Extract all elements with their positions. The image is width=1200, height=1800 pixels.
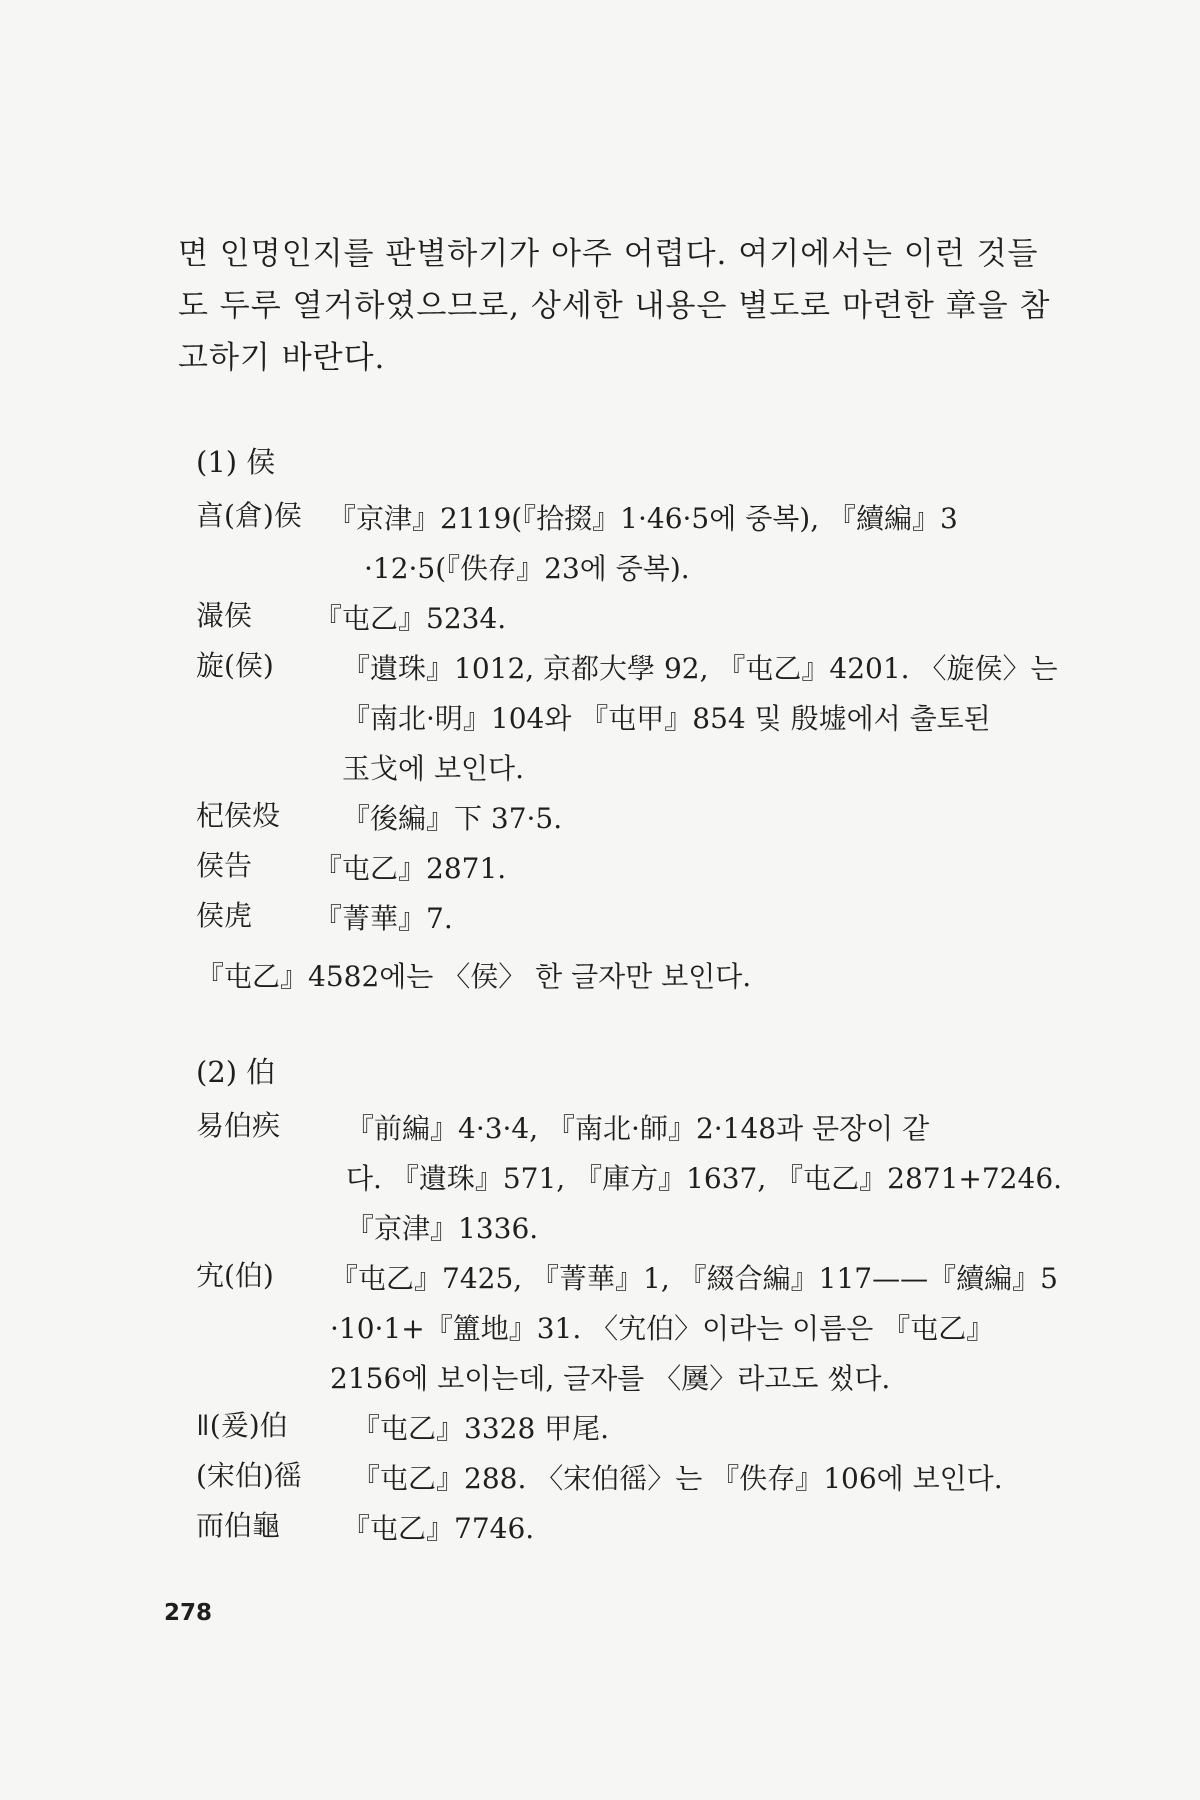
desc-line: 『屯乙』7425, 『菁華』1, 『綴合編』117——『續編』5 — [330, 1262, 1058, 1295]
entry-desc — [342, 794, 562, 844]
entry-desc — [330, 1254, 1058, 1404]
intro-paragraph — [178, 228, 1051, 384]
entry-term: (宋伯)徭 — [196, 1459, 302, 1492]
desc-line: 『前編』4·3·4, 『南北·師』2·148과 문장이 같 — [346, 1112, 930, 1145]
page-number: 278 — [164, 1600, 213, 1626]
entry-term: 亯(倉)侯 — [196, 499, 302, 532]
desc-line: ·10·1+『簠地』31. 〈宄伯〉이라는 이름은 『屯乙』 — [330, 1312, 995, 1345]
entry-term: 易伯疾 — [196, 1109, 281, 1142]
section-note: 『屯乙』4582에는 〈侯〉 한 글자만 보인다. — [196, 960, 752, 993]
entry-desc — [314, 894, 453, 944]
desc-line: 『屯乙』5234. — [314, 602, 507, 635]
intro-line: 도 두루 열거하였으므로, 상세한 내용은 별도로 마련한 章을 참 — [178, 288, 1051, 324]
desc-line: 玉戈에 보인다. — [342, 752, 524, 785]
entry-desc — [328, 494, 958, 594]
desc-line: 『屯乙』7746. — [342, 1512, 535, 1545]
entry-desc — [342, 1504, 534, 1554]
desc-line: 『京津』1336. — [346, 1212, 539, 1245]
desc-line: 『屯乙』288. 〈宋伯徭〉는 『佚存』106에 보인다. — [352, 1462, 1003, 1495]
desc-line: 『屯乙』3328 甲尾. — [352, 1412, 610, 1445]
intro-line: 면 인명인지를 판별하기가 아주 어렵다. 여기에서는 이런 것들 — [178, 236, 1039, 272]
entry-term: 而伯龜 — [196, 1509, 281, 1542]
entry-desc — [314, 594, 506, 644]
desc-line: 『後編』下 37·5. — [342, 802, 563, 835]
section-heading: (2) 伯 — [196, 1055, 276, 1089]
desc-line: 『菁華』7. — [314, 902, 453, 935]
entry-desc — [342, 644, 1058, 794]
desc-line: 『屯乙』2871. — [314, 852, 507, 885]
desc-line: 다. 『遺珠』571, 『庫方』1637, 『屯乙』2871+7246. — [346, 1162, 1063, 1195]
entry-desc — [352, 1454, 1003, 1504]
desc-line: 2156에 보이는데, 글자를 〈㞟〉라고도 썼다. — [330, 1362, 891, 1395]
entry-desc — [352, 1404, 609, 1454]
section-heading: (1) 侯 — [196, 445, 276, 479]
entry-term: ǁ(爰)伯 — [196, 1409, 288, 1442]
entry-term: 侯告 — [196, 849, 253, 882]
entry-term: 㵊侯 — [196, 599, 253, 632]
desc-line: 『南北·明』104와 『屯甲』854 및 殷墟에서 출토된 — [342, 702, 991, 735]
entry-term: 宄(伯) — [196, 1259, 274, 1292]
entry-desc — [314, 844, 506, 894]
desc-line: 『京津』2119(『拾掇』1·46·5에 중복), 『續編』3 — [328, 502, 958, 535]
entry-term: 旋(侯) — [196, 649, 274, 682]
desc-line: ·12·5(『佚存』23에 중복). — [364, 552, 690, 585]
entry-desc — [346, 1104, 1062, 1254]
desc-line: 『遺珠』1012, 京都大學 92, 『屯乙』4201. 〈旋侯〉는 — [342, 652, 1058, 685]
entry-term: 杞侯炈 — [196, 799, 281, 832]
entry-term: 侯虎 — [196, 899, 253, 932]
intro-line: 고하기 바란다. — [178, 340, 386, 376]
